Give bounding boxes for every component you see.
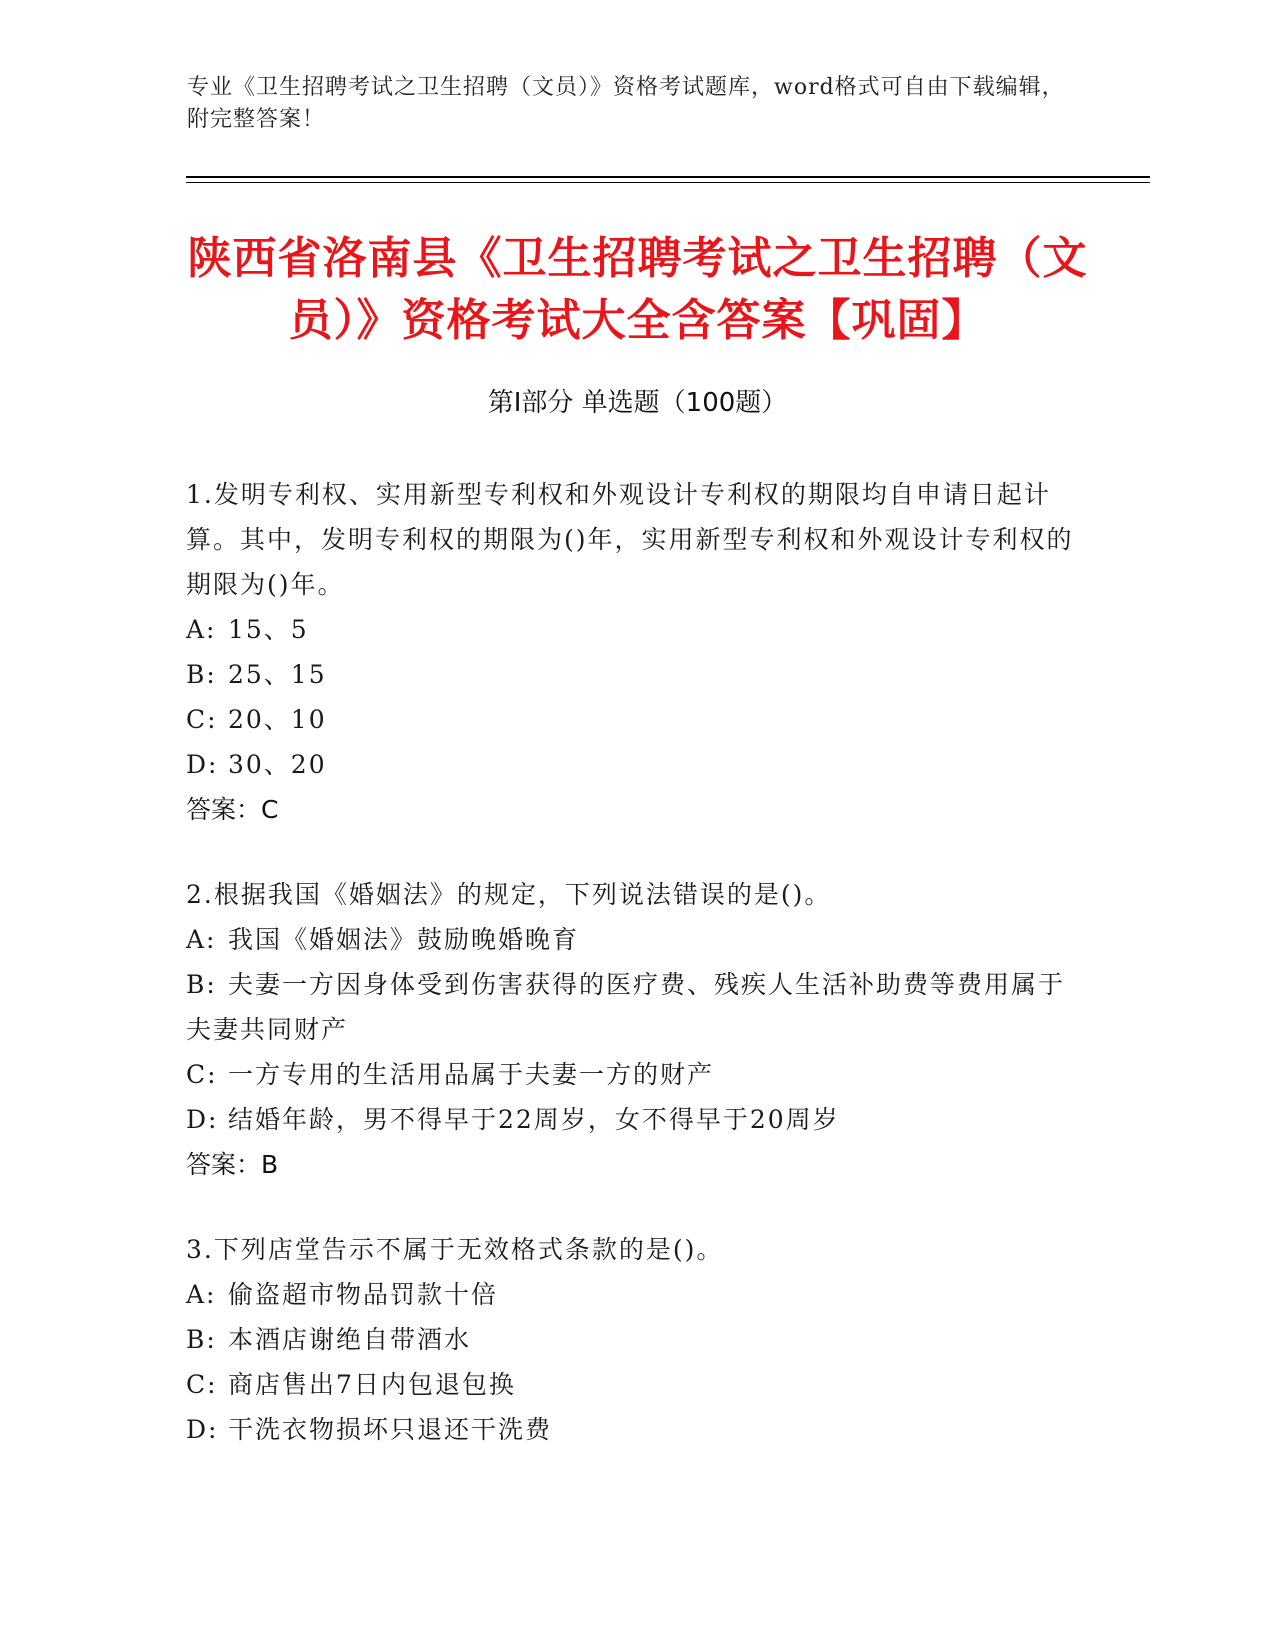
option-letter: D: (186, 750, 219, 779)
option-b (186, 1317, 1086, 1362)
option-c (186, 1362, 1086, 1407)
option-d (186, 1407, 1086, 1452)
option-letter: A: (186, 925, 217, 954)
option-a (186, 607, 1086, 652)
question-list (186, 472, 1086, 1492)
option-letter: C: (186, 1370, 218, 1399)
option-text: 夫妻一方因身体受到伤害获得的医疗费、残疾人生活补助费等费用属于夫妻共同财产 (186, 970, 1066, 1044)
question-stem: 1.发明专利权、实用新型专利权和外观设计专利权的期限均自申请日起计算。其中，发明专利权的期限为()年，实用新型专利权和外观设计专利权的期限为()年。 (186, 480, 1074, 599)
answer-line: 答案：C (186, 795, 279, 824)
option-c (186, 697, 1086, 742)
answer-line: 答案：B (186, 1150, 279, 1179)
option-d (186, 742, 1086, 787)
option-a (186, 1272, 1086, 1317)
option-d (186, 1097, 1086, 1142)
header-divider-thick (186, 176, 1150, 178)
option-text: 偷盗超市物品罚款十倍 (228, 1280, 499, 1309)
option-letter: C: (186, 705, 218, 734)
option-text: 25、15 (228, 660, 327, 689)
option-text: 商店售出7日内包退包换 (228, 1370, 516, 1399)
option-a (186, 917, 1086, 962)
option-letter: B: (186, 660, 217, 689)
section-heading: 第I部分 单选题（100题） (487, 388, 788, 418)
option-c (186, 1052, 1086, 1097)
question-1 (186, 472, 1086, 832)
question-2 (186, 872, 1086, 1187)
option-letter: B: (186, 1325, 217, 1354)
document-title: 陕西省洛南县《卫生招聘考试之卫生招聘（文员）》资格考试大全含答案【巩固】 (187, 233, 1088, 346)
option-text: 20、10 (228, 705, 327, 734)
option-text: 我国《婚姻法》鼓励晚婚晚育 (228, 925, 580, 954)
option-letter: A: (186, 1280, 217, 1309)
option-letter: D: (186, 1105, 219, 1134)
option-text: 结婚年龄，男不得早于22周岁，女不得早于20周岁 (228, 1105, 840, 1134)
option-letter: B: (186, 970, 217, 999)
option-text: 一方专用的生活用品属于夫妻一方的财产 (228, 1060, 715, 1089)
question-stem: 3.下列店堂告示不属于无效格式条款的是()。 (186, 1235, 724, 1264)
option-text: 本酒店谢绝自带酒水 (228, 1325, 472, 1354)
option-letter: D: (186, 1415, 219, 1444)
option-text: 30、20 (228, 750, 327, 779)
option-letter: A: (186, 615, 217, 644)
header-divider-thin (186, 182, 1150, 183)
question-3 (186, 1227, 1086, 1452)
header-note: 专业《卫生招聘考试之卫生招聘（文员）》资格考试题库，word格式可自由下载编辑，附完整答案！ (187, 75, 1065, 132)
option-text: 干洗衣物损坏只退还干洗费 (228, 1415, 553, 1444)
option-text: 15、5 (228, 615, 309, 644)
option-b (186, 962, 1086, 1052)
option-b (186, 652, 1086, 697)
question-stem: 2.根据我国《婚姻法》的规定，下列说法错误的是()。 (186, 880, 832, 909)
option-letter: C: (186, 1060, 218, 1089)
